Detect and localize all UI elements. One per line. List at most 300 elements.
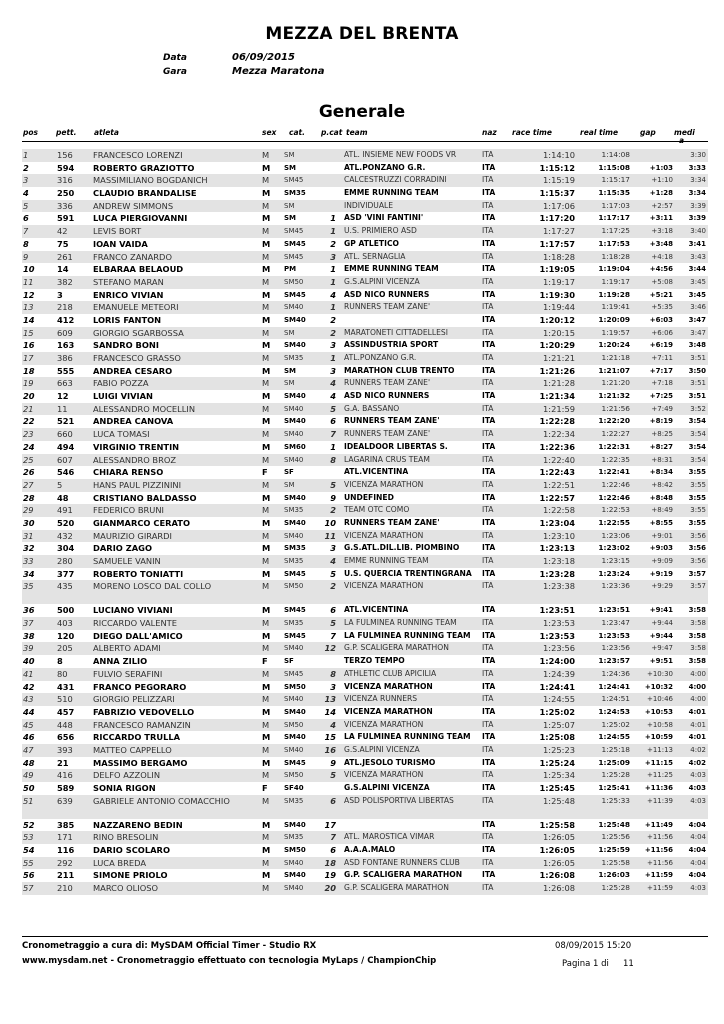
- cell-real-time: 1:25:41: [598, 783, 630, 792]
- cell-pace: 3:39: [688, 214, 706, 223]
- cell-athlete-name: MATTEO CAPPELLO: [93, 744, 172, 755]
- table-row: [22, 479, 708, 492]
- table-row: [22, 225, 708, 238]
- cell-position: 56: [23, 870, 35, 881]
- cell-category: SM35: [284, 557, 304, 565]
- date-label: Data: [163, 53, 187, 63]
- table-row: [22, 617, 708, 630]
- cell-team: VICENZA MARATHON: [344, 581, 424, 591]
- cell-bib-number: 21: [57, 757, 69, 768]
- cell-athlete-name: FRANCO PEGORARO: [93, 681, 187, 692]
- cell-pace: 4:01: [688, 733, 706, 742]
- cell-race-time: 1:24:55: [543, 694, 575, 705]
- table-row: [22, 428, 708, 441]
- cell-category-position: 8: [330, 454, 336, 465]
- cell-category: SM40: [284, 303, 304, 312]
- cell-team: G.P. SCALIGERA MARATHON: [344, 870, 463, 880]
- cell-race-time: 1:23:10: [543, 530, 575, 541]
- cell-category-position: 4: [330, 719, 336, 730]
- cell-nationality: ITA: [482, 327, 494, 337]
- table-row: [22, 819, 708, 832]
- cell-gap: +9:44: [649, 631, 673, 640]
- cell-gap: +9:41: [649, 606, 673, 615]
- cell-team: ASD POLISPORTIVA LIBERTAS: [344, 795, 454, 805]
- cell-bib-number: 382: [57, 276, 73, 287]
- cell-sex: M: [262, 605, 271, 616]
- cell-nationality: ITA: [482, 543, 496, 553]
- cell-team: U.S. QUERCIA TRENTINGRANA: [344, 568, 472, 578]
- cell-category: SM40: [284, 644, 304, 653]
- cell-race-time: 1:14:10: [543, 150, 575, 160]
- cell-athlete-name: ROBERTO GRAZIOTTO: [93, 162, 195, 173]
- cell-gap: +8:34: [649, 468, 673, 477]
- cell-race-time: 1:26:05: [543, 857, 575, 868]
- cell-pace: 3:56: [690, 557, 706, 565]
- cell-category-position: 16: [324, 744, 336, 755]
- cell-gap: +8:55: [649, 518, 673, 527]
- cell-pace: 4:03: [690, 884, 706, 893]
- cell-sex: M: [262, 581, 270, 592]
- cell-sex: M: [262, 441, 271, 452]
- cell-category-position: 6: [330, 416, 336, 427]
- cell-athlete-name: ELBARAA BELAOUD: [93, 264, 184, 275]
- cell-gap: +11:36: [644, 784, 673, 792]
- cell-category: SM40: [284, 493, 306, 502]
- cell-bib-number: 316: [57, 175, 73, 186]
- cell-position: 36: [23, 605, 35, 616]
- cell-real-time: 1:24:36: [601, 668, 630, 678]
- cell-gap: +7:18: [651, 379, 673, 388]
- cell-team: LA FULMINEA RUNNING TEAM: [344, 630, 471, 640]
- cell-athlete-name: ANDREA CESARO: [93, 365, 173, 376]
- cell-category: SM50: [284, 771, 304, 780]
- cell-bib-number: 546: [57, 467, 75, 478]
- cell-gap: +9:03: [649, 544, 673, 553]
- cell-real-time: 1:22:53: [601, 505, 630, 515]
- table-row: [22, 731, 708, 744]
- page-title: MEZZA DEL BRENTA: [265, 24, 459, 44]
- cell-bib-number: 336: [57, 200, 73, 211]
- cell-bib-number: 250: [57, 188, 75, 199]
- cell-bib-number: 403: [57, 618, 73, 629]
- cell-race-time: 1:25:34: [543, 770, 575, 781]
- cell-pace: 3:58: [688, 606, 706, 615]
- cell-athlete-name: DARIO SCOLARO: [93, 845, 170, 856]
- cell-sex: M: [262, 416, 271, 427]
- cell-team: ATL.VICENTINA: [344, 605, 409, 615]
- cell-athlete-name: ROBERTO TONIATTI: [93, 568, 184, 579]
- cell-pace: 3:41: [688, 239, 706, 248]
- cell-pace: 3:50: [688, 366, 706, 375]
- cell-sex: M: [262, 770, 270, 781]
- cell-position: 18: [23, 365, 35, 376]
- cell-bib-number: 589: [57, 783, 75, 793]
- cell-real-time: 1:23:02: [598, 543, 630, 553]
- cell-category-position: 3: [330, 681, 336, 692]
- cell-real-time: 1:25:48: [598, 819, 630, 829]
- cell-bib-number: 639: [57, 795, 73, 806]
- cell-category-position: 4: [330, 378, 336, 389]
- cell-sex: M: [262, 276, 270, 287]
- cell-category-position: 9: [330, 757, 336, 768]
- cell-gap: +3:11: [649, 214, 673, 223]
- cell-race-time: 1:21:21: [543, 353, 575, 363]
- cell-category: SM35: [284, 189, 306, 198]
- cell-athlete-name: MORENO LOSCO DAL COLLO: [93, 581, 212, 592]
- cell-bib-number: 591: [57, 213, 75, 224]
- cell-position: 53: [23, 832, 34, 843]
- cell-race-time: 1:17:20: [539, 213, 575, 224]
- cell-race-time: 1:25:23: [543, 744, 575, 755]
- cell-category: SF40: [284, 784, 304, 792]
- cell-bib-number: 116: [57, 845, 75, 856]
- col-media-2: a: [679, 136, 685, 145]
- cell-race-time: 1:22:40: [543, 454, 575, 465]
- table-row: [22, 492, 708, 505]
- cell-team: VICENZA MARATHON: [344, 719, 424, 729]
- cell-sex: M: [262, 429, 270, 440]
- cell-team: INDIVIDUALE: [344, 200, 394, 210]
- cell-nationality: ITA: [482, 681, 496, 691]
- cell-team: EMME RUNNING TEAM: [344, 188, 439, 198]
- footer-datetime: 08/09/2015 15:20: [555, 941, 632, 951]
- cell-real-time: 1:23:06: [601, 530, 630, 540]
- cell-gap: +11:56: [646, 833, 673, 842]
- cell-gap: +8:42: [651, 480, 673, 489]
- cell-sex: M: [262, 732, 271, 743]
- cell-category-position: 6: [330, 605, 336, 616]
- cell-category-position: 10: [324, 517, 336, 528]
- cell-race-time: 1:22:43: [539, 467, 575, 478]
- cell-real-time: 1:25:33: [601, 795, 630, 805]
- cell-pace: 4:04: [690, 833, 706, 842]
- cell-athlete-name: FEDERICO BRUNI: [93, 505, 165, 516]
- cell-nationality: ITA: [482, 719, 494, 729]
- cell-team: EMME RUNNING TEAM: [344, 264, 439, 274]
- cell-real-time: 1:22:46: [598, 492, 630, 502]
- table-row: [22, 580, 708, 604]
- cell-real-time: 1:23:51: [598, 605, 630, 615]
- cell-race-time: 1:21:59: [543, 403, 575, 414]
- cell-gap: +7:11: [651, 354, 673, 362]
- cell-real-time: 1:23:56: [601, 643, 630, 653]
- table-row: [22, 327, 708, 340]
- table-row: [22, 568, 708, 581]
- cell-position: 45: [23, 719, 34, 730]
- cell-team: G.A. BASSANO: [344, 403, 400, 413]
- cell-category-position: 9: [330, 492, 336, 503]
- cell-real-time: 1:14:08: [601, 150, 630, 159]
- cell-pace: 3:52: [690, 404, 706, 413]
- cell-gap: +11:13: [646, 745, 673, 754]
- cell-team: ASD NICO RUNNERS: [344, 289, 430, 299]
- cell-race-time: 1:25:48: [543, 795, 575, 806]
- cell-category: SM40: [284, 884, 304, 893]
- cell-pace: 3:54: [688, 417, 706, 426]
- table-row: [22, 276, 708, 289]
- table-row: [22, 263, 708, 276]
- cell-athlete-name: CHIARA RENSO: [93, 467, 164, 478]
- cell-category: SF: [284, 657, 294, 666]
- cell-bib-number: 120: [57, 630, 75, 641]
- cell-position: 28: [23, 492, 35, 503]
- cell-team: TERZO TEMPO: [344, 656, 405, 666]
- cell-gap: +9:44: [651, 619, 673, 628]
- cell-gap: +5:35: [651, 303, 673, 312]
- cell-sex: M: [262, 264, 271, 275]
- cell-position: 57: [23, 883, 34, 894]
- cell-bib-number: 500: [57, 605, 75, 616]
- cell-pace: 3:40: [690, 227, 706, 236]
- col-race-time: race time: [512, 128, 552, 137]
- cell-position: 34: [23, 568, 35, 579]
- cell-team: ATL.VICENTINA: [344, 467, 409, 477]
- cell-position: 14: [23, 314, 35, 325]
- cell-nationality: ITA: [482, 795, 494, 805]
- cell-athlete-name: LUCA BREDA: [93, 857, 147, 868]
- cell-position: 55: [23, 857, 34, 868]
- cell-athlete-name: ENRICO VIVIAN: [93, 289, 164, 300]
- cell-category: SM: [284, 214, 297, 223]
- cell-category-position: 1: [330, 276, 336, 287]
- cell-pace: 4:00: [688, 682, 706, 691]
- cell-category-position: 17: [324, 819, 336, 830]
- table-row: [22, 377, 708, 390]
- cell-nationality: ITA: [482, 289, 496, 299]
- cell-bib-number: 280: [57, 556, 73, 566]
- cell-athlete-name: MARCO OLIOSO: [93, 883, 159, 894]
- cell-nationality: ITA: [482, 618, 494, 628]
- cell-pace: 3:55: [688, 518, 706, 527]
- cell-race-time: 1:25:08: [539, 732, 575, 743]
- table-row: [22, 289, 708, 302]
- cell-pace: 4:04: [688, 820, 706, 829]
- cell-nationality: ITA: [482, 605, 496, 615]
- cell-category: SM: [284, 151, 295, 159]
- cell-position: 7: [23, 226, 29, 237]
- cell-real-time: 1:17:17: [598, 213, 630, 223]
- cell-pace: 3:54: [690, 455, 706, 464]
- cell-category: SM40: [284, 404, 304, 413]
- cell-athlete-name: LEVIS BORT: [93, 226, 142, 237]
- table-header: [0, 128, 724, 145]
- col-team: team: [346, 128, 368, 137]
- cell-position: 27: [23, 479, 34, 490]
- cell-nationality: ITA: [482, 530, 494, 540]
- cell-team: U.S. PRIMIERO ASD: [344, 226, 417, 236]
- cell-category-position: 3: [330, 340, 336, 351]
- cell-gap: +9:09: [651, 557, 673, 565]
- cell-athlete-name: ALBERTO ADAMI: [93, 643, 161, 654]
- cell-nationality: ITA: [482, 251, 494, 261]
- race-label: Gara: [163, 67, 187, 77]
- cell-real-time: 1:15:08: [598, 162, 630, 172]
- cell-category: SM35: [284, 354, 304, 362]
- cell-team: MARATONETI CITTADELLESI: [344, 327, 448, 337]
- cell-real-time: 1:23:15: [601, 556, 630, 565]
- cell-gap: +11:49: [644, 820, 673, 829]
- date-value: 06/09/2015: [232, 52, 295, 63]
- cell-pace: 3:58: [688, 631, 706, 640]
- cell-race-time: 1:21:26: [539, 365, 575, 376]
- table-row: [22, 681, 708, 694]
- cell-real-time: 1:18:28: [601, 251, 630, 261]
- cell-position: 22: [23, 416, 35, 427]
- cell-pace: 4:03: [690, 796, 706, 805]
- cell-nationality: ITA: [482, 353, 494, 362]
- cell-bib-number: 435: [57, 581, 73, 592]
- cell-category-position: 20: [324, 883, 336, 894]
- cell-athlete-name: ALESSANDRO BROZ: [93, 454, 177, 465]
- cell-category-position: 8: [330, 668, 336, 679]
- cell-bib-number: 385: [57, 819, 75, 830]
- cell-real-time: 1:22:35: [601, 454, 630, 464]
- cell-pace: 3:57: [688, 569, 706, 578]
- cell-real-time: 1:22:20: [598, 416, 630, 426]
- cell-sex: M: [262, 744, 270, 755]
- cell-position: 44: [23, 706, 35, 717]
- cell-real-time: 1:22:46: [601, 479, 630, 489]
- cell-sex: M: [262, 845, 271, 856]
- cell-pace: 4:00: [690, 695, 706, 704]
- table-row: [22, 869, 708, 882]
- cell-category-position: 5: [330, 618, 336, 629]
- cell-pace: 4:03: [690, 771, 706, 780]
- cell-nationality: ITA: [482, 857, 494, 867]
- cell-athlete-name: GIORGIO PELIZZARI: [93, 694, 175, 705]
- cell-sex: M: [262, 870, 271, 881]
- cell-team: GP ATLETICO: [344, 238, 399, 248]
- cell-nationality: ITA: [482, 314, 496, 324]
- cell-athlete-name: NAZZARENO BEDIN: [93, 819, 183, 830]
- cell-gap: +9:51: [649, 657, 673, 666]
- col-pcat: p.cat: [321, 128, 343, 137]
- footer-credit: Cronometraggio a cura di: MySDAM Official Timer - Studio RX: [22, 941, 317, 951]
- cell-sex: M: [262, 832, 270, 843]
- cell-real-time: 1:21:32: [598, 391, 630, 401]
- cell-position: 15: [23, 327, 34, 338]
- cell-real-time: 1:22:27: [601, 429, 630, 439]
- cell-race-time: 1:22:36: [539, 441, 575, 452]
- cell-nationality: ITA: [482, 429, 494, 439]
- col-naz: naz: [482, 128, 497, 137]
- cell-category-position: 7: [330, 832, 336, 843]
- table-row: [22, 769, 708, 782]
- footer-website: www.mysdam.net - Cronometraggio effettuato con tecnologia MyLaps / ChampionChip: [22, 956, 437, 966]
- cell-pace: 3:39: [690, 201, 706, 210]
- cell-gap: +3:48: [649, 239, 673, 248]
- cell-pace: 4:00: [690, 669, 706, 678]
- cell-athlete-name: SONIA RIGON: [93, 783, 156, 793]
- cell-race-time: 1:18:28: [543, 251, 575, 262]
- cell-race-time: 1:22:28: [539, 416, 575, 427]
- cell-team: VICENZA MARATHON: [344, 770, 424, 780]
- cell-category-position: 2: [330, 327, 336, 338]
- cell-category-position: 1: [330, 226, 336, 237]
- cell-pace: 3:45: [688, 290, 706, 299]
- cell-nationality: ITA: [482, 819, 496, 829]
- cell-athlete-name: GABRIELE ANTONIO COMACCHIO: [93, 795, 230, 806]
- cell-category: SM45: [284, 252, 304, 261]
- cell-athlete-name: GIANMARCO CERATO: [93, 517, 190, 528]
- cell-race-time: 1:19:05: [539, 264, 575, 275]
- table-row: [22, 365, 708, 378]
- cell-nationality: ITA: [482, 505, 494, 515]
- cell-category: SM40: [284, 531, 304, 540]
- cell-category: SM45: [284, 758, 306, 767]
- cell-category: SM: [284, 366, 297, 375]
- cell-real-time: 1:20:09: [598, 314, 630, 324]
- cell-category-position: 1: [330, 441, 336, 452]
- cell-category: SM: [284, 379, 295, 388]
- cell-category-position: 3: [330, 251, 336, 262]
- cell-sex: M: [262, 479, 270, 490]
- cell-position: 25: [23, 454, 34, 465]
- cell-real-time: 1:25:18: [601, 744, 630, 754]
- cell-position: 16: [23, 340, 35, 351]
- cell-gap: +7:49: [651, 404, 673, 413]
- col-cat: cat.: [289, 128, 305, 137]
- cell-category: SM35: [284, 833, 304, 842]
- cell-team: G.S.ALPINI VICENZA: [344, 744, 420, 754]
- cell-race-time: 1:23:56: [543, 643, 575, 654]
- cell-real-time: 1:19:57: [601, 327, 630, 337]
- cell-category-position: 5: [330, 568, 336, 579]
- cell-bib-number: 520: [57, 517, 75, 528]
- cell-nationality: ITA: [482, 556, 494, 565]
- cell-nationality: ITA: [482, 757, 496, 767]
- cell-gap: +1:10: [651, 176, 673, 185]
- cell-category: SM40: [284, 695, 304, 704]
- cell-pace: 4:02: [690, 745, 706, 754]
- cell-category: SM50: [284, 277, 304, 286]
- cell-category: SM40: [284, 455, 304, 464]
- cell-race-time: 1:23:28: [539, 568, 575, 579]
- table-row: [22, 542, 708, 555]
- cell-race-time: 1:26:08: [543, 883, 575, 894]
- cell-team: ATL.PONZANO G.R.: [344, 162, 426, 172]
- cell-real-time: 1:21:20: [601, 378, 630, 388]
- cell-category: SF: [284, 468, 294, 477]
- cell-category-position: 14: [324, 706, 336, 717]
- cell-race-time: 1:26:05: [543, 832, 575, 843]
- cell-sex: M: [262, 150, 270, 160]
- cell-nationality: ITA: [482, 391, 496, 401]
- cell-race-time: 1:19:30: [539, 289, 575, 300]
- cell-pace: 3:34: [690, 176, 706, 185]
- cell-team: ASD FONTANE RUNNERS CLUB: [344, 857, 460, 867]
- cell-position: 35: [23, 581, 34, 592]
- cell-category-position: 6: [330, 845, 336, 856]
- cell-gap: +9:19: [649, 569, 673, 578]
- cell-position: 26: [23, 467, 35, 478]
- cell-category: SM: [284, 201, 295, 210]
- cell-position: 10: [23, 264, 35, 275]
- cell-race-time: 1:23:13: [539, 543, 575, 554]
- cell-gap: +5:21: [649, 290, 673, 299]
- cell-athlete-name: FRANCO ZANARDO: [93, 251, 172, 262]
- cell-race-time: 1:23:53: [543, 618, 575, 629]
- cell-real-time: 1:24:41: [598, 681, 630, 691]
- table-row: [22, 162, 708, 175]
- cell-gap: +10:46: [646, 695, 673, 704]
- cell-team: ATL.PONZANO G.R.: [344, 353, 417, 362]
- table-row: [22, 706, 708, 719]
- cell-nationality: ITA: [482, 732, 496, 742]
- cell-gap: +10:58: [646, 720, 673, 729]
- cell-gap: +10:53: [644, 707, 673, 716]
- cell-bib-number: 607: [57, 454, 73, 465]
